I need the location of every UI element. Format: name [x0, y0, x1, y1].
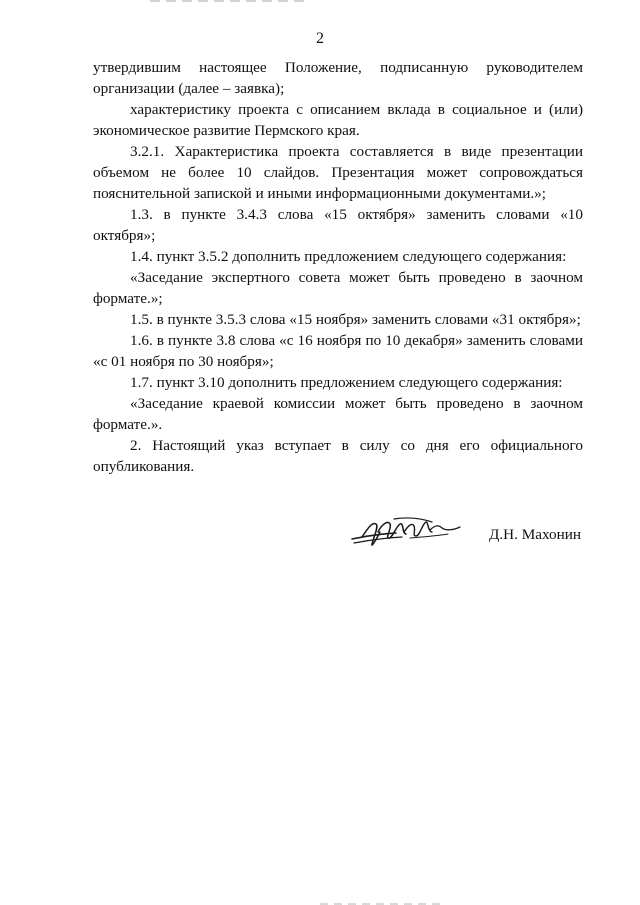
paragraph-1-4: 1.4. пункт 3.5.2 дополнить предложением следующего содержания: [130, 248, 567, 265]
paragraph-expert-council-quote: «Заседание экспертного совета может быть проведено в заочном формате.»; [93, 269, 583, 307]
signature-block [350, 510, 590, 560]
paragraph-3-2-1: 3.2.1. Характеристика проекта составляется в виде презентации объемом не более 10 слайдов. Презентация может сопровождаться пояснительной запиской и иными информационными документами.»; [93, 143, 583, 202]
paragraph-1-6: 1.6. в пункте 3.8 слова «с 16 ноября по 10 декабря» заменить словами «с 01 ноября по 30 ноября»; [93, 332, 583, 370]
handwritten-signature [350, 510, 462, 550]
paragraph-project-description: характеристику проекта с описанием вклада в социальное и (или) экономическое развитие Пермского края. [93, 101, 583, 139]
paragraph-regional-commission-quote: «Заседание краевой комиссии может быть проведено в заочном формате.». [93, 395, 583, 433]
paragraph-1-3: 1.3. в пункте 3.4.3 слова «15 октября» заменить словами «10 октября»; [93, 206, 583, 244]
paragraph-2-effective-date: 2. Настоящий указ вступает в силу со дня его официального опубликования. [93, 437, 583, 475]
paragraph-1-7: 1.7. пункт 3.10 дополнить предложением следующего содержания: [130, 374, 563, 391]
signer-name: Д.Н. Махонин [489, 526, 581, 543]
document-body [93, 57, 583, 477]
scan-artifact-top [150, 0, 310, 2]
page-number: 2 [316, 30, 324, 47]
paragraph-continuation: утвердившим настоящее Положение, подписанную руководителем организации (далее – заявка); [93, 59, 583, 97]
paragraph-1-5: 1.5. в пункте 3.5.3 слова «15 ноября» заменить словами «31 октября»; [130, 311, 581, 328]
